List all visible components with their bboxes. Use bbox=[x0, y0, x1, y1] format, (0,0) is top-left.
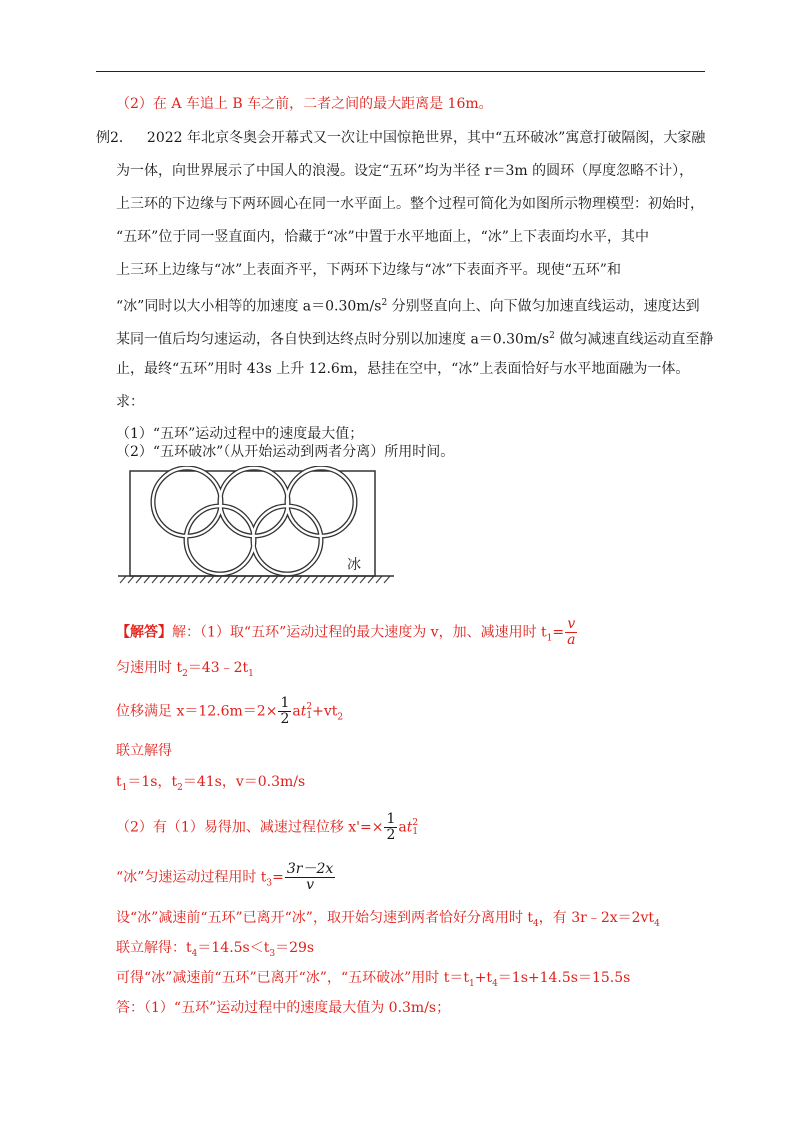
solution-line-5: $t_1=1s$，$t_2=41s$，v＝0.3m/s bbox=[116, 774, 306, 793]
example-line-6: “冰”同时以大小相等的加速度 $a=0.30m/s^2$ 分别竖直向上、向下做匀加速直线运动，速度达到 bbox=[116, 298, 700, 315]
example-line-2: 为一体，向世界展示了中国人的浪漫。设定“五环”均为半径 r＝3m 的圆环（厚度忽略不计）， bbox=[116, 163, 694, 179]
previous-answer: （2）在 A 车追上 B 车之前，二者之间的最大距离是 16m。 bbox=[116, 96, 493, 112]
solution-tag: 【解答】 bbox=[116, 624, 172, 641]
solution-line-8: 设“冰”减速前“五环”已离开“冰”，取开始匀速到两者恰好分离用时 $t_4$，有 $3r﹣2x=2vt_4$ bbox=[116, 910, 660, 929]
question-2: （2）“五环破冰”（从开始运动到两者分离）所用时间。 bbox=[116, 444, 455, 460]
example-line-3: 上三环的下边缘与下两环圆心在同一水平面上。整个过程可简化为如图所示物理模型：初始时， bbox=[116, 196, 704, 212]
olympic-rings-ice-figure bbox=[112, 466, 402, 586]
example-line-8: 止，最终“五环”用时 43s 上升 12.6m，悬挂在空中，“冰”上表面恰好与水平地面融为一体。 bbox=[116, 361, 690, 377]
example-line-4: “五环”位于同一竖直面内，恰藏于“冰”中置于水平地面上，“冰”上下表面均水平，其中 bbox=[116, 229, 649, 245]
example-label: 例2． bbox=[96, 130, 133, 146]
example-line-5: 上三环上边缘与“冰”上表面齐平，下两环下边缘与“冰”下表面齐平。现使“五环”和 bbox=[116, 262, 621, 278]
fraction-3r-minus-2x-over-v: $\frac{3r-2x}{v}$ bbox=[286, 861, 334, 893]
example-line-1: 例2． 2022 年北京冬奥会开幕式又一次让中国惊艳世界，其中“五环破冰”寓意打破隔阂，大家融 bbox=[96, 130, 706, 146]
header-rule bbox=[96, 71, 705, 72]
solution-line-11: 答：（1）“五环”运动过程中的速度最大值为 0.3m/s； bbox=[116, 1000, 451, 1016]
solution-line-6: （2）有（1）易得加、减速过程位移 x'=× $\frac{1}{2}$ at 2 1 bbox=[116, 811, 419, 843]
solution-line-3: 位移满足 x＝12.6m＝2× $\frac{1}{2}$ at 2 1 $+vt_2$ bbox=[116, 695, 344, 727]
solution-line-10: 可得“冰”减速前“五环”已离开“冰”，“五环破冰”用时 $t=t_1+t_4=1s+14.5s=15.5s$ bbox=[116, 970, 631, 989]
example-ask: 求： bbox=[116, 394, 144, 410]
ground-hatching bbox=[120, 576, 390, 583]
ice-label: 冰 bbox=[347, 557, 361, 573]
example-line-7: 某同一值后均匀速运动，各自快到达终点时分别以加速度 $a=0.30m/s^2$ 做匀减速直线运动直至静 bbox=[116, 331, 714, 348]
solution-line-1: 【解答】解：（1）取“五环”运动过程的最大速度为 v，加、减速用时 $t_1=$ $\frac{v}{a}$ bbox=[116, 616, 576, 648]
solution-line-7: “冰”匀速运动过程用时 $t_3=$ $\frac{3r-2x}{v}$ bbox=[116, 861, 334, 893]
solution-line-4: 联立解得 bbox=[116, 743, 172, 759]
solution-line-2: 匀速用时 $t_2=43﹣2t_1$ bbox=[116, 660, 254, 679]
fraction-one-half: $\frac{1}{2}$ bbox=[280, 695, 290, 727]
fraction-one-half-2: $\frac{1}{2}$ bbox=[386, 811, 396, 843]
question-1: （1）“五环”运动过程中的速度最大值； bbox=[116, 426, 364, 442]
solution-line-9: 联立解得：$t_4=14.5s<t_3=29s$ bbox=[116, 940, 315, 959]
fraction-v-over-a: $\frac{v}{a}$ bbox=[567, 616, 576, 648]
